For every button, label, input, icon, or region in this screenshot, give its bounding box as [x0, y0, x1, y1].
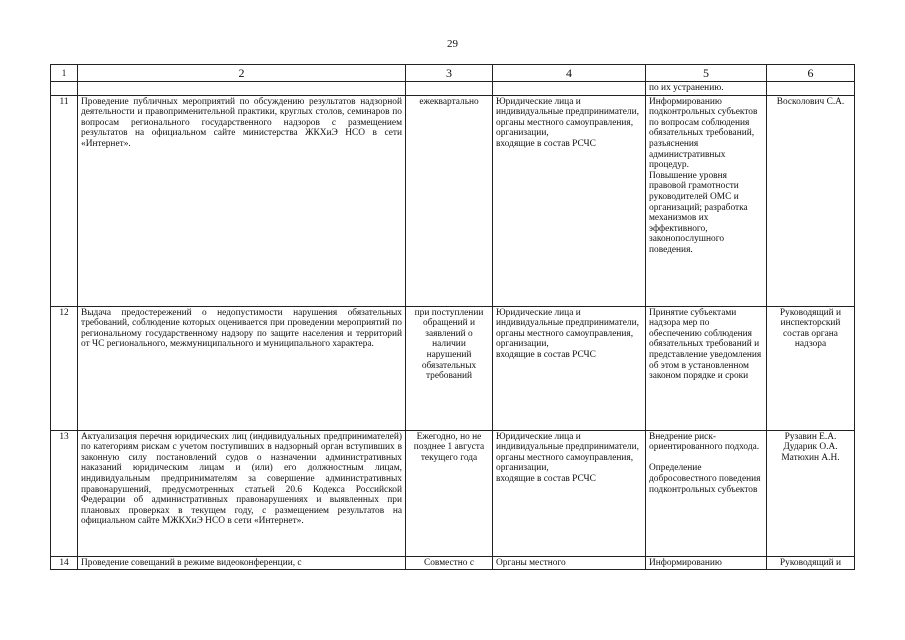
responsible-cell: Рузавин Е.А. Дударик О.А. Матюхин А.Н.	[767, 430, 855, 556]
activity-cell: Выдача предостережений о недопустимости нарушения обязательных требований, соблюдение которых оценивается при проведении мероприятий по региональному государственному надзору по защите населения и территорий от ЧС регионального, межмуниципального и муниципального характера.	[78, 306, 406, 430]
activity-cell: Актуализация перечня юридических лиц (индивидуальных предпринимателей) по категориям рискам с учетом поступивших в надзорный орган вступивших в законную силу постановлений судов о назначении административных наказаний юридическим лицам и (или) его должностным лицам, индивидуальным предпринимателям за совершение административных правонарушений, предусмотренных статьей 20.6 Кодекса Российской Федерации об административных правонарушениях и выявленных при плановых проверках в текущем году, с размещением результатов на официальном сайте МЖКХиЭ НСО в сети «Интернет».	[78, 430, 406, 556]
column-header-2: 2	[78, 65, 406, 82]
table-row	[51, 556, 855, 570]
table-row	[51, 306, 855, 430]
column-header-6: 6	[767, 65, 855, 82]
table-row	[51, 430, 855, 556]
column-number-row	[51, 65, 855, 82]
timing-cell: ежеквартально	[406, 95, 493, 306]
row-number: 12	[51, 306, 78, 430]
participants-cell: Юридические лица и индивидуальные предприниматели, органы местного самоуправления, организации, входящие в состав РСЧС	[493, 306, 646, 430]
responsible-cell: Руководящий и	[767, 556, 855, 570]
timing-cell: при поступлении обращений и заявлений о наличии нарушений обязательных требований	[406, 306, 493, 430]
participants-cell: Органы местного	[493, 556, 646, 570]
column-header-5: 5	[646, 65, 767, 82]
result-cell: Принятие субъектами надзора мер по обеспечению соблюдения обязательных требований и представление уведомления об этом в установленном законом порядке и сроки	[646, 306, 767, 430]
empty-cell	[493, 82, 646, 96]
continuation-result: по их устранению.	[646, 82, 767, 96]
row-number: 11	[51, 95, 78, 306]
responsible-cell: Восколович С.А.	[767, 95, 855, 306]
column-header-1: 1	[51, 65, 78, 82]
column-header-4: 4	[493, 65, 646, 82]
empty-cell	[51, 82, 78, 96]
result-cell: Внедрение риск-ориентированного подхода. Определение добросовестного поведения подконтрольных субъектов	[646, 430, 767, 556]
participants-cell: Юридические лица и индивидуальные предприниматели, органы местного самоуправления, организации, входящие в состав РСЧС	[493, 430, 646, 556]
timing-cell: Ежегодно, но не позднее 1 августа текущего года	[406, 430, 493, 556]
responsible-cell: Руководящий и инспекторский состав органа надзора	[767, 306, 855, 430]
plan-table	[50, 64, 855, 570]
continuation-row	[51, 82, 855, 96]
result-cell: Информированию	[646, 556, 767, 570]
table-row	[51, 95, 855, 306]
row-number: 14	[51, 556, 78, 570]
row-number: 13	[51, 430, 78, 556]
activity-cell: Проведение публичных мероприятий по обсуждению результатов надзорной деятельности и правоприменительной практики, круглых столов, семинаров по вопросам регионального государственного надзоров с размещением результатов на официальном сайте министерства ЖКХиЭ НСО в сети «Интернет».	[78, 95, 406, 306]
empty-cell	[767, 82, 855, 96]
timing-cell: Совместно с	[406, 556, 493, 570]
page-number: 29	[447, 38, 458, 50]
column-header-3: 3	[406, 65, 493, 82]
empty-cell	[78, 82, 406, 96]
activity-cell: Проведение совещаний в режиме видеоконференции, с	[78, 556, 406, 570]
empty-cell	[406, 82, 493, 96]
result-cell: Информированию подконтрольных субъектов по вопросам соблюдения обязательных требований, разъяснения административных процедур. Повышение уровня правовой грамотности руководителей ОМС и организаций; разработка механизмов их эффективного, законопослушного поведения.	[646, 95, 767, 306]
participants-cell: Юридические лица и индивидуальные предприниматели, органы местного самоуправления, организации, входящие в состав РСЧС	[493, 95, 646, 306]
